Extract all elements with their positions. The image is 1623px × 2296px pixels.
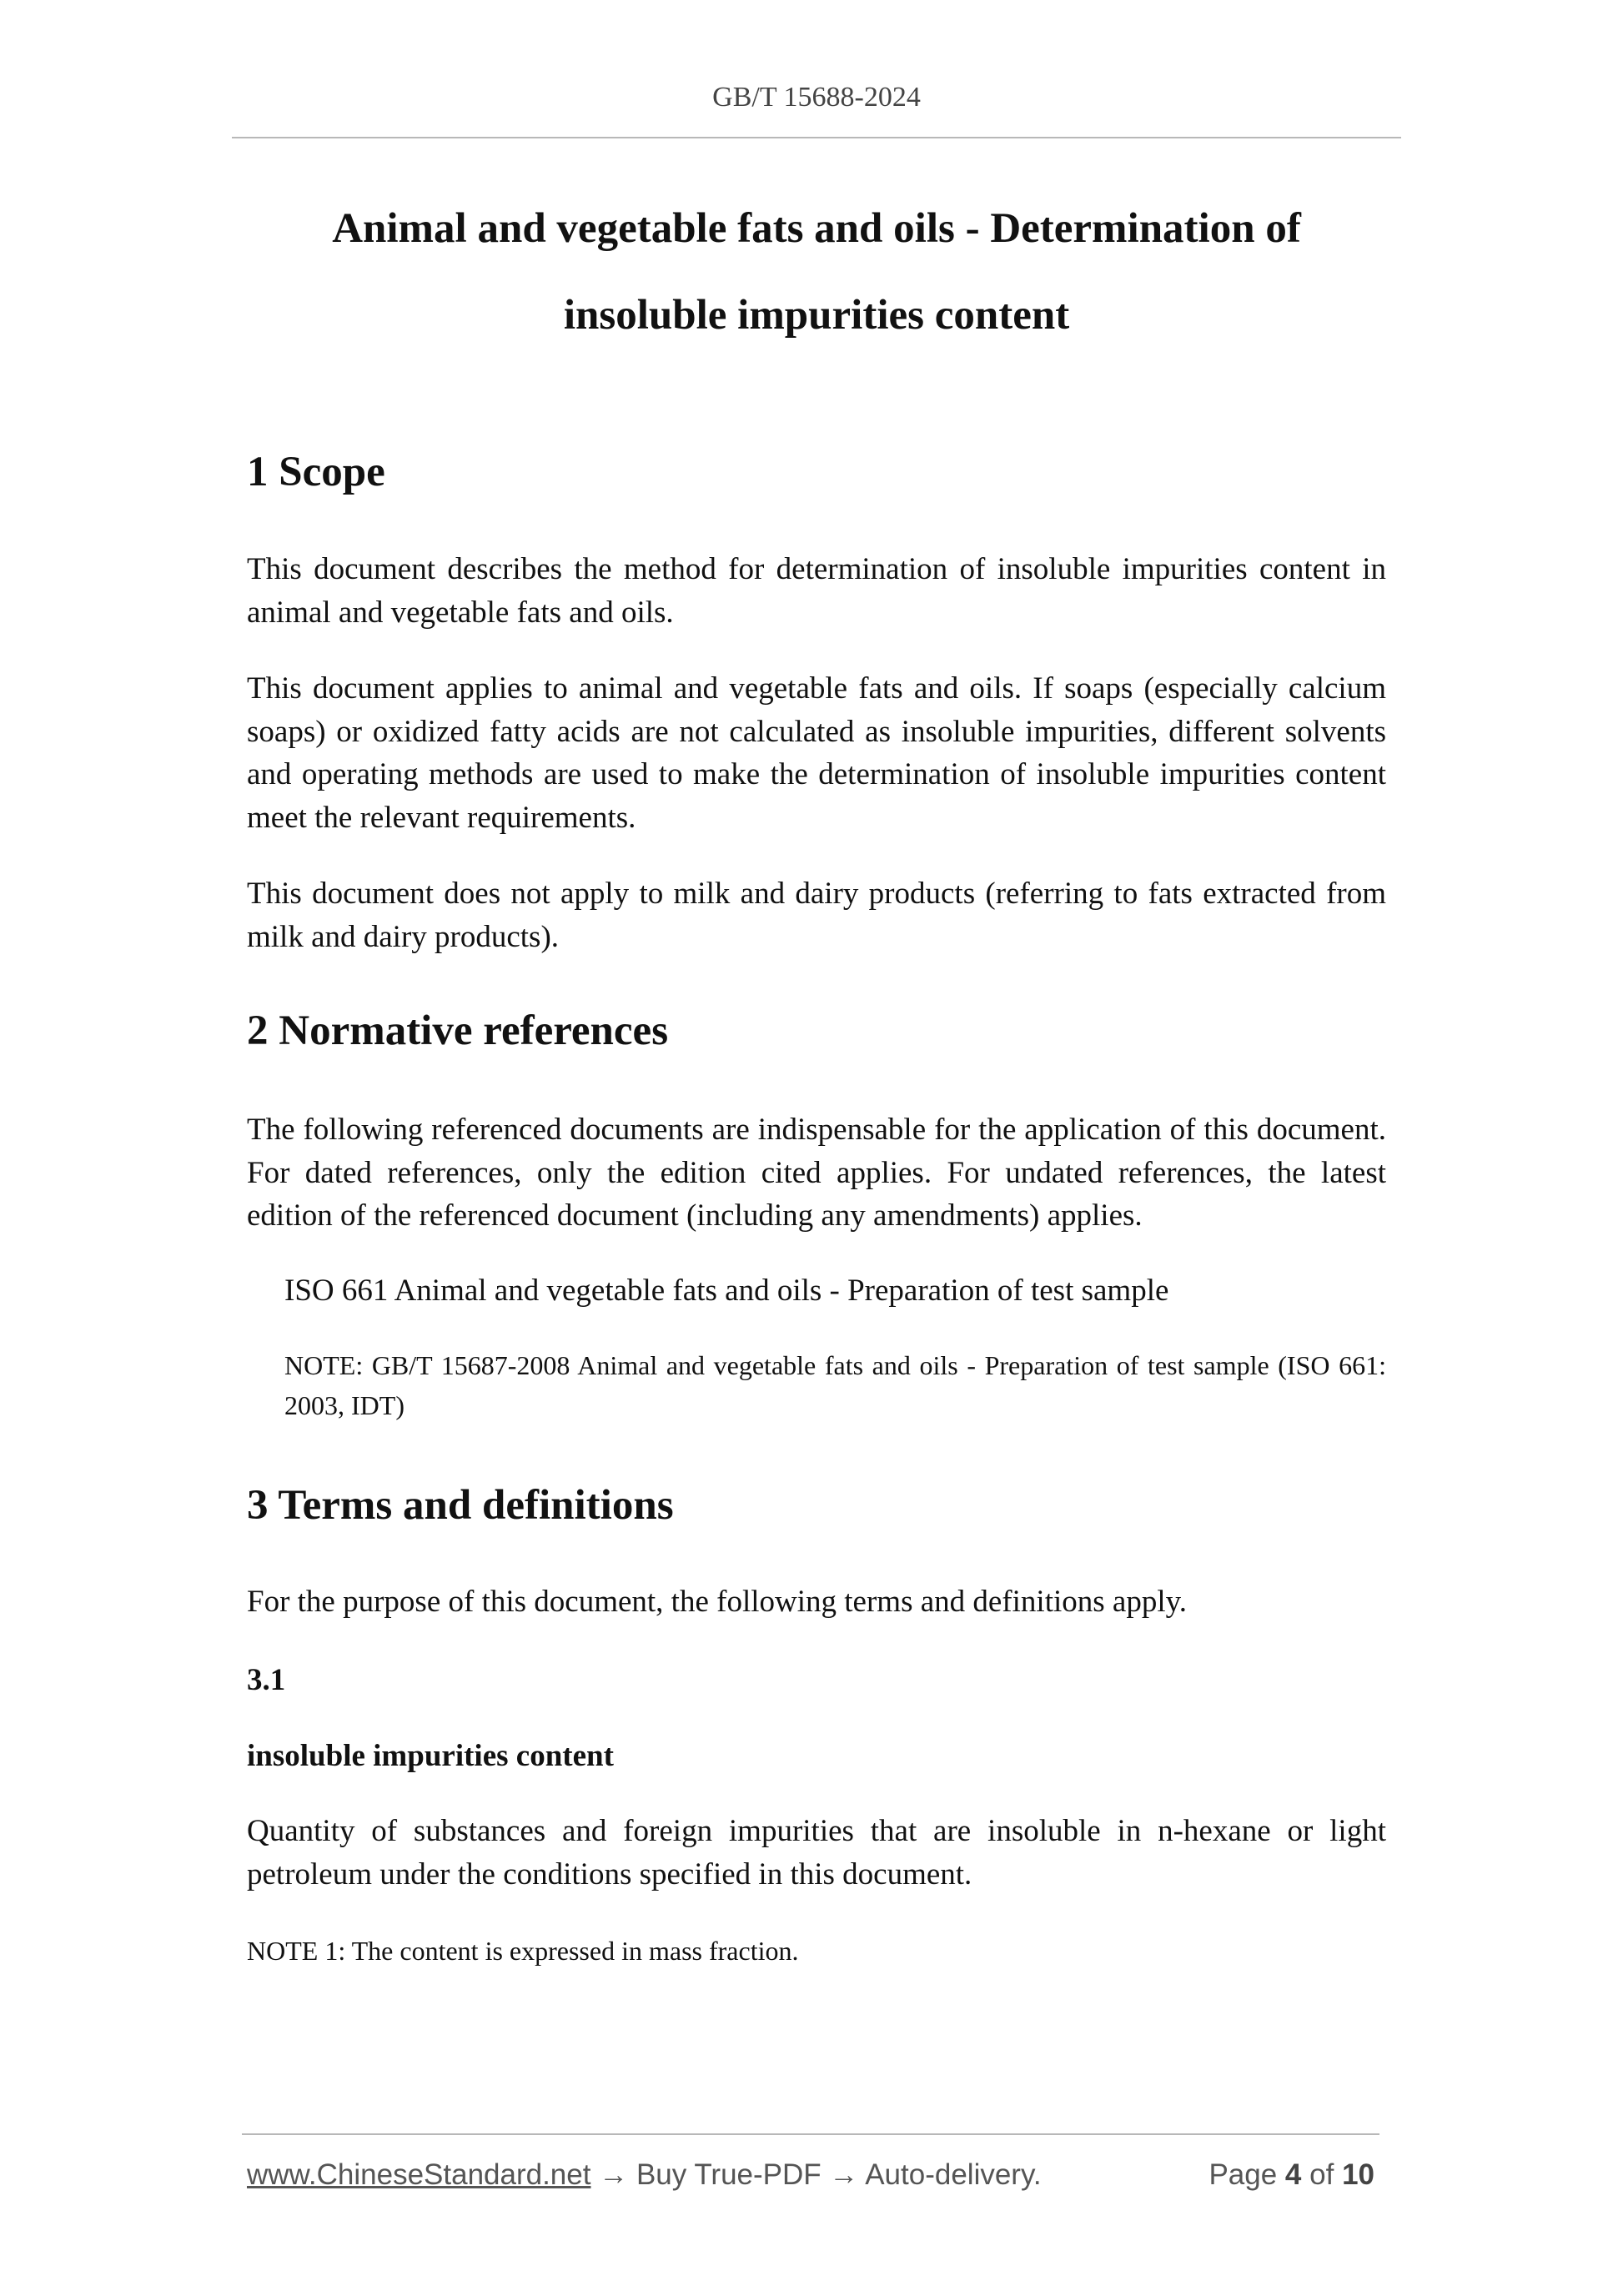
page-label: Page — [1208, 2158, 1278, 2191]
normative-reference-item: ISO 661 Animal and vegetable fats and oils - Preparation of test sample — [284, 1274, 1169, 1308]
page-header-standard-code: GB/T 15688-2024 — [712, 82, 921, 113]
page-of-label: of — [1309, 2158, 1334, 2191]
arrow-right-icon: → — [829, 2158, 859, 2191]
section-heading-normative-references: 2 Normative references — [247, 1007, 669, 1054]
footer-buy-text: Buy True-PDF — [636, 2158, 822, 2191]
footer-divider — [242, 2133, 1379, 2135]
page-current: 4 — [1284, 2158, 1302, 2191]
term-number: 3.1 — [247, 1663, 286, 1697]
page-total: 10 — [1342, 2158, 1374, 2191]
scope-paragraph-1: This document describes the method for determination of insoluble impurities content in animal and vegetable fats and oils. — [247, 552, 1386, 630]
document-title-line-2: insoluble impurities content — [563, 292, 1070, 339]
arrow-right-icon: → — [599, 2158, 629, 2191]
page-number — [1208, 2158, 1374, 2192]
footer-delivery-text: Auto-delivery. — [865, 2158, 1042, 2191]
scope-paragraph-2: This document applies to animal and vegetable fats and oils. If soaps (especially calcium soaps) or oxidized fatty acids are not calculated as insoluble impurities, different solvents and operating methods are used to make the determination of insoluble impurities content meet the relevant requirements. — [247, 671, 1386, 835]
section-heading-scope: 1 Scope — [247, 449, 385, 495]
normative-paragraph-1: The following referenced documents are indispensable for the application of this document. For dated references, only the edition cited applies. For undated references, the latest edition of the referenced document (including any amendments) applies. — [247, 1113, 1386, 1233]
footer-promo — [247, 2158, 1042, 2192]
scope-paragraph-3: This document does not apply to milk and dairy products (referring to fats extracted from milk and dairy products). — [247, 877, 1386, 954]
page-footer — [247, 2158, 1374, 2200]
terms-paragraph-1: For the purpose of this document, the following terms and definitions apply. — [247, 1585, 1187, 1619]
footer-website-link[interactable]: www.ChineseStandard.net — [247, 2158, 591, 2191]
header-divider — [232, 137, 1401, 138]
normative-note: NOTE: GB/T 15687-2008 Animal and vegetable fats and oils - Preparation of test sample (ISO 661: 2003, IDT) — [284, 1350, 1386, 1420]
term-definition: Quantity of substances and foreign impurities that are insoluble in n-hexane or light petroleum under the conditions specified in this document. — [247, 1814, 1386, 1892]
term-name: insoluble impurities content — [247, 1739, 614, 1773]
document-title — [247, 185, 1386, 359]
term-note-1: NOTE 1: The content is expressed in mass fraction. — [247, 1936, 799, 1966]
document-title-line-1: Animal and vegetable fats and oils - Determination of — [332, 205, 1301, 252]
section-heading-terms-definitions: 3 Terms and definitions — [247, 1482, 674, 1529]
